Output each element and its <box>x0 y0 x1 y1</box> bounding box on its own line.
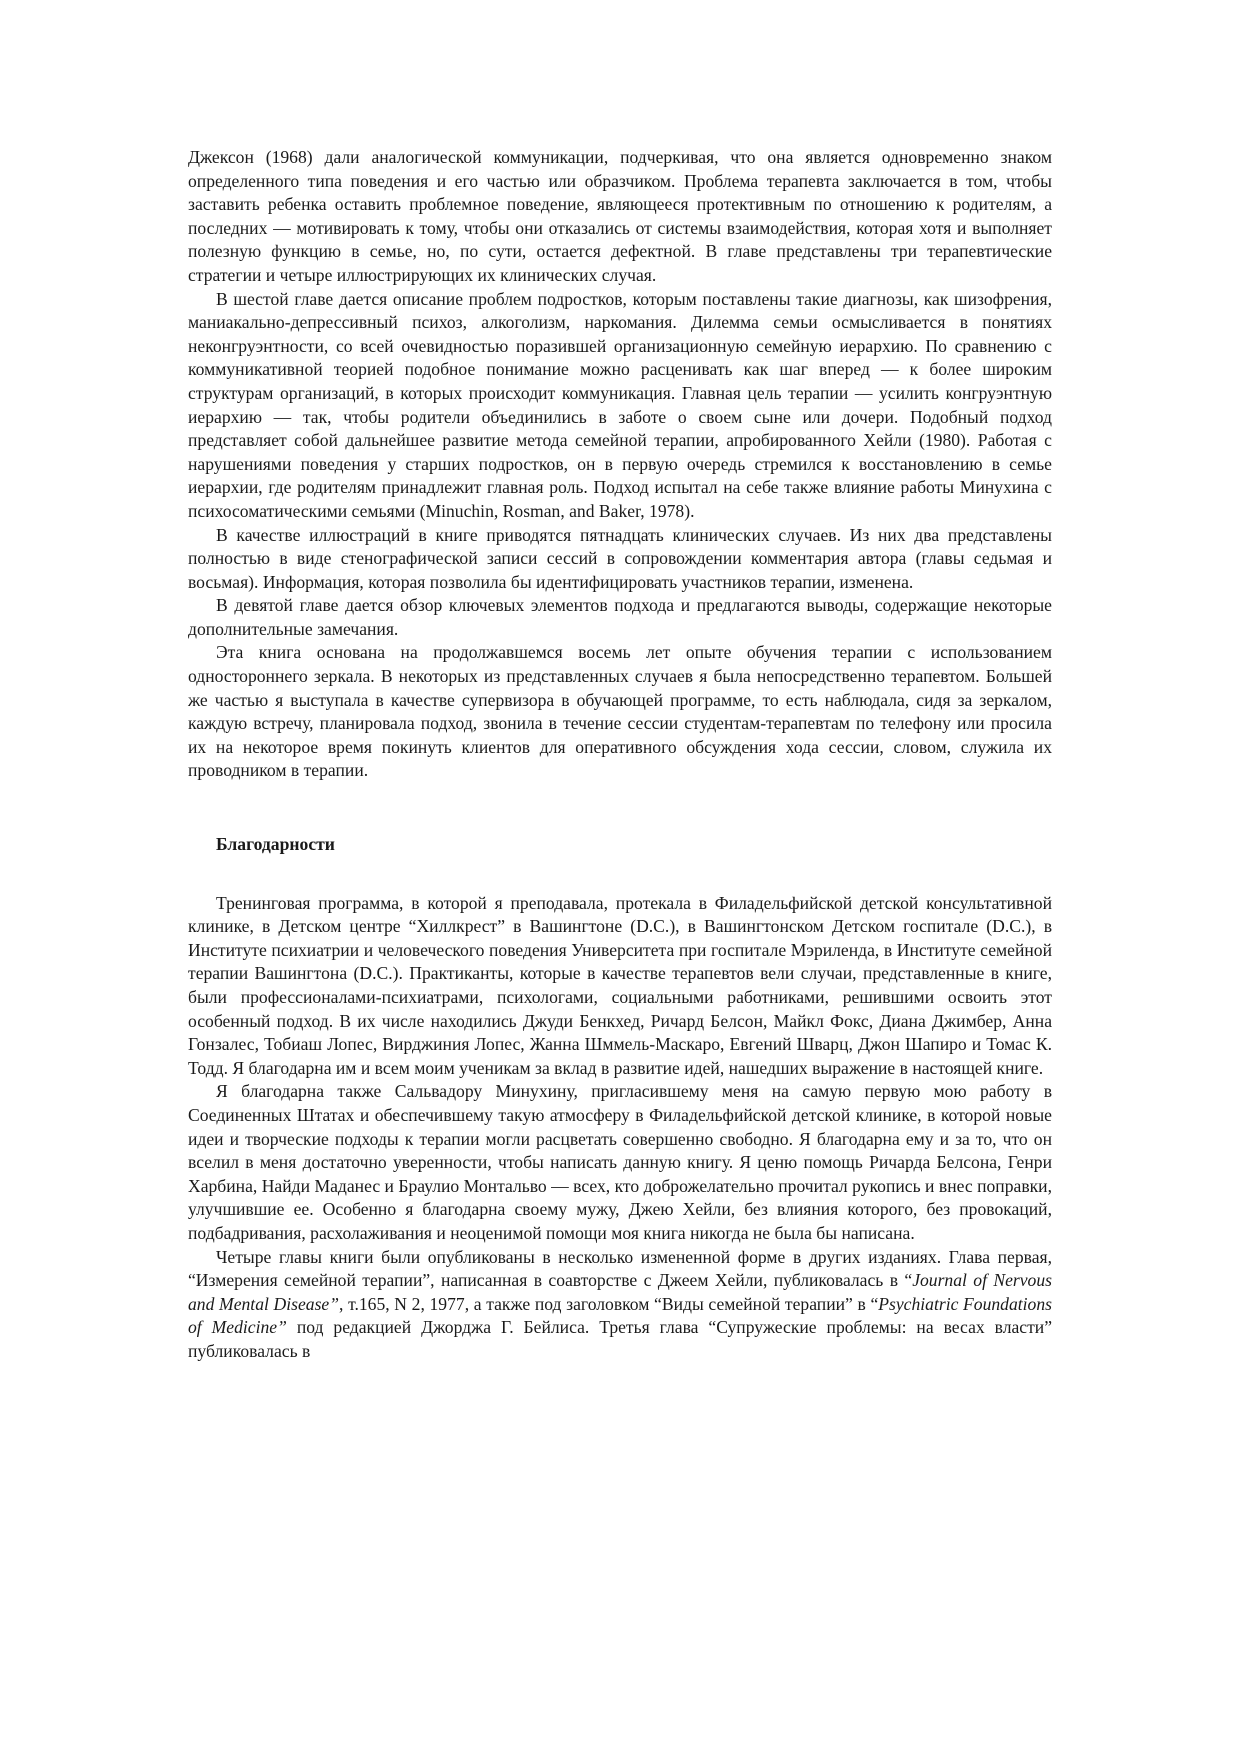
publications-text-2: , т.165, N 2, 1977, а также под заголовком “Виды семейной терапии” в “ <box>339 1293 879 1314</box>
paragraph-training-program: Тренинговая программа, в которой я преподавала, протекала в Филадельфийской детской консультативной клинике, в Детском центре “Хиллкрест” в Вашингтоне (D.C.), в Вашингтонском Детском госпитале (D.C.), в Институте психиатрии и человеческого поведения Университета при госпитале Мэриленда, в Институте семейной терапии Вашингтона (D.C.). Практиканты, которые в качестве терапевтов вели случаи, представленные в книге, были профессионалами-психиатрами, психологами, социальными работниками, решившими освоить этот особенный подход. В их числе находились Джуди Бенкхед, Ричард Белсон, Майкл Фокс, Диана Джимбер, Анна Гонзалес, Тобиаш Лопес, Вирджиния Лопес, Жанна Шммель-Маскаро, Евгений Шварц, Джон Шапиро и Томас К. Тодд. Я благодарна им и всем моим ученикам за вклад в развитие идей, нашедших выражение в настоящей книге. <box>188 892 1052 1078</box>
publications-text-3: под редакцией Джорджа Г. Бейлиса. Третья глава “Супружеские проблемы: на весах власти” публиковалась в <box>188 1317 1053 1361</box>
paragraph-continuation: Джексон (1968) дали аналогической коммуникации, подчеркивая, что она является одновременно знаком определенного типа поведения и его частью или образчиком. Проблема терапевта заключается в том, чтобы заставить ребенка оставить проблемное поведение, являющееся протективным по отношению к родителям, а последних — мотивировать к тому, чтобы они отказались от системы взаимодействия, которая хотя и выполняет полезную функцию в семье, но, по сути, остается дефектной. В главе представлены три терапевтические стратегии и четыре иллюстрирующих их клинических случая. <box>188 147 1052 285</box>
paragraph-chapter-nine: В девятой главе дается обзор ключевых элементов подхода и предлагаются выводы, содержащие некоторые дополнительные замечания. <box>188 595 1052 639</box>
paragraph-training-experience: Эта книга основана на продолжавшемся восемь лет опыте обучения терапии с использованием одностороннего зеркала. В некоторых из представленных случаев я была непосредственно терапевтом. Большей же частью я выступала в качестве супервизора в обучающей программе, то есть наблюдала, сидя за зеркалом, каждую встречу, планировала подход, звонила в течение сессии студентам-терапевтам по телефону или просила их на некоторое время покинуть клиентов для оперативного обсуждения хода сессии, словом, служила их проводником в терапии. <box>188 642 1052 781</box>
section-heading-acknowledgements: Благодарности <box>216 834 335 855</box>
journal-title-1: Journal of Nervous and Mental Disease” <box>188 1270 1052 1314</box>
paragraph-clinical-cases: В качестве иллюстраций в книге приводятся пятнадцать клинических случаев. Из них два представлены полностью в виде стенографической записи сессий в сопровождении комментария автора (главы седьмая и восьмая). Информация, которая позволила бы идентифицировать участников терапии, изменена. <box>188 524 1052 592</box>
paragraph-publications <box>188 1246 1052 1364</box>
page-content <box>188 146 1052 1364</box>
publications-text-1: Четыре главы книги были опубликованы в несколько измененной форме в других изданиях. Глава первая, “Измерения семейной терапии”, написанная в соавторстве с Джеем Хейли, публиковалась в “ <box>188 1246 1052 1291</box>
journal-title-2: Psychiatric Foundations of Medicine” <box>188 1293 1052 1338</box>
paragraph-gratitude: Я благодарна также Сальвадору Минухину, пригласившему меня на самую первую мою работу в Соединенных Штатах и обеспечившему такую атмосферу в Филадельфийской детской клинике, в которой новые идеи и творческие подходы к терапии могли расцветать совершенно свободно. Я благодарна ему и за то, что он вселил в меня достаточно уверенности, чтобы написать данную книгу. Я ценю помощь Ричарда Белсона, Генри Харбина, Найди Маданес и Браулио Монтальво — всех, кто доброжелательно прочитал рукопись и внес поправки, улучшившие ее. Особенно я благодарна своему мужу, Джею Хейли, без влияния которого, без провокаций, подбадривания, расхолаживания и неоценимой помощи моя книга никогда не была бы написана. <box>188 1081 1052 1243</box>
paragraph-chapter-six: В шестой главе дается описание проблем подростков, которым поставлены такие диагнозы, как шизофрения, маниакально-депрессивный психоз, алкоголизм, наркомания. Дилемма семьи осмысливается в понятиях неконгруэнтности, со всей очевидностью поразившей организационную семейную иерархию. По сравнению с коммуникативной теорией подобное понимание можно расценивать как шаг вперед — к более широким структурам организаций, в которых происходит коммуникация. Главная цель терапии — усилить конгруэнтную иерархию — так, чтобы родители объединились в заботе о своем сыне или дочери. Подобный подход представляет собой дальнейшее развитие метода семейной терапии, апробированного Хейли (1980). Работая с нарушениями поведения у старших подростков, он в первую очередь стремился к восстановлению в семье иерархии, где родителям принадлежит главная роль. Подход испытал на себе также влияние работы Минухина с психосоматическими семьями (Minuchin, Rosman, and Baker, 1978). <box>188 288 1052 521</box>
